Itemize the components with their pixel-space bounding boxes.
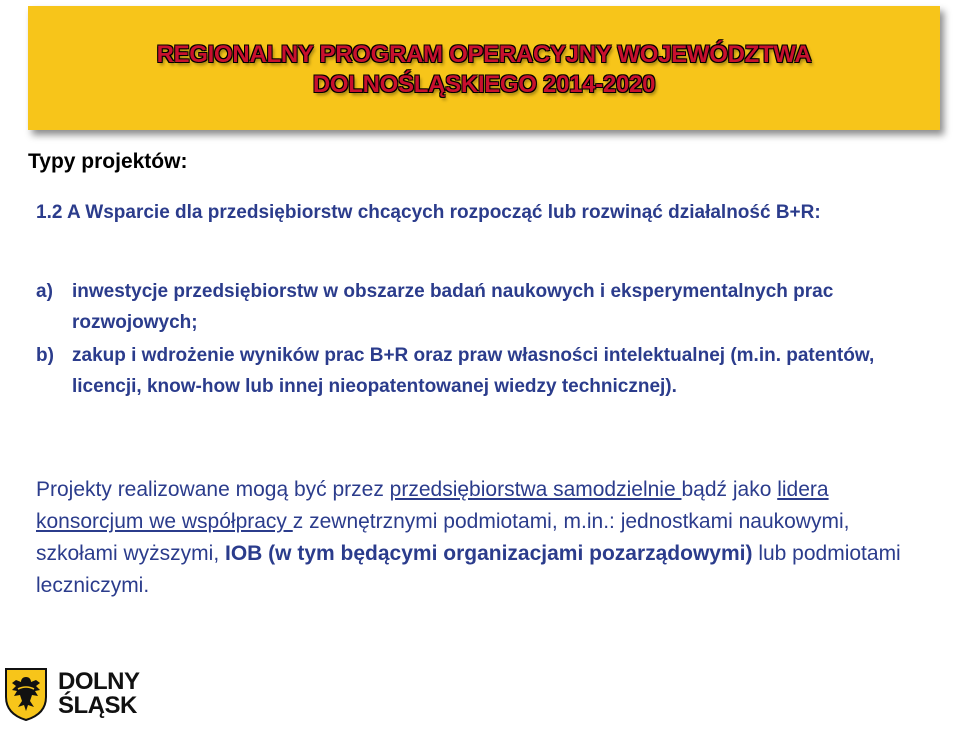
- para-underlined-text: przedsiębiorstwa samodzielnie: [389, 478, 682, 501]
- para-text: lub podmiotami leczniczymi.: [36, 542, 901, 597]
- logo-line2: ŚLĄSK: [58, 692, 137, 719]
- para-underlined-text: lidera konsorcjum we współpracy: [36, 478, 829, 533]
- para-bold-text: IOB (w tym będącymi organizacjami pozarządowymi): [225, 542, 753, 565]
- page-heading: Typy projektów:: [28, 150, 188, 173]
- list-item-text: zakup i wdrożenie wyników prac B+R oraz praw własności intelektualnej (m.in. patentów, licencji, know-how lub innej nieopatentowanej wiedzy technicznej).: [72, 345, 875, 397]
- logo-line1: DOLNY: [58, 668, 140, 695]
- list-marker: b): [36, 345, 54, 366]
- eagle-crest-icon: [4, 667, 48, 721]
- list-item: [36, 340, 916, 402]
- list-item-text: inwestycje przedsiębiorstw w obszarze badań naukowych i eksperymentalnych prac rozwojowych;: [72, 281, 834, 333]
- dolny-slask-logo: [4, 666, 164, 722]
- para-text: z zewnętrznymi podmiotami, m.in.: jednostkami naukowymi, szkołami wyższymi,: [36, 510, 850, 565]
- logo-text: [58, 670, 140, 718]
- section-title: 1.2 A Wsparcie dla przedsiębiorstw chcących rozpocząć lub rozwinąć działalność B+R:: [36, 202, 821, 223]
- eligibility-paragraph: [36, 474, 916, 602]
- title-banner: [28, 6, 940, 130]
- project-type-list: [36, 276, 916, 404]
- banner-title: REGIONALNY PROGRAM OPERACYJNY WOJEWÓDZTWA DOLNOŚLĄSKIEGO 2014-2020: [156, 41, 812, 98]
- list-marker: a): [36, 281, 53, 302]
- para-text: bądź jako: [681, 478, 778, 501]
- list-item: [36, 276, 916, 338]
- para-text: Projekty realizowane mogą być przez: [36, 478, 390, 501]
